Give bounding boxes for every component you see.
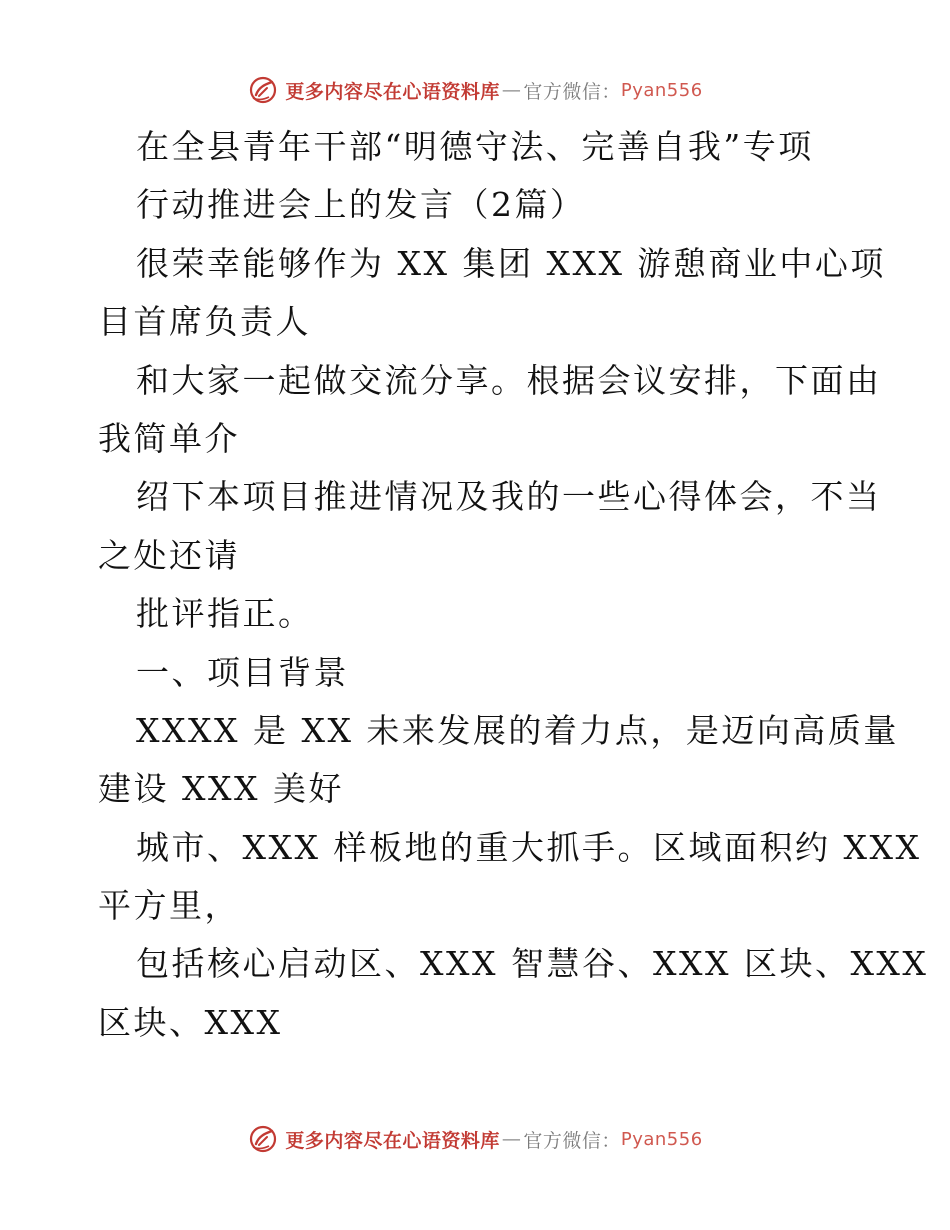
watermark-banner-bottom xyxy=(0,1121,950,1157)
banner-wechat-id: Pyan556 xyxy=(620,79,703,101)
banner-brand: 更多内容尽在心语资料库 xyxy=(285,1129,500,1152)
body-line: 在全县青年干部“明德守法、完善自我”专项 xyxy=(136,127,814,166)
section-heading: 一、项目背景 xyxy=(136,652,349,692)
body-line: 和大家一起做交流分享。根据会议安排，下面由 xyxy=(136,360,882,400)
body-line: 我简单介 xyxy=(98,418,240,458)
banner-wechat-label: 官方微信： xyxy=(523,80,621,103)
body-line: 之处还请 xyxy=(98,535,240,575)
banner-wechat-label: 官方微信： xyxy=(523,1129,621,1152)
body-line: 区块、XXX xyxy=(98,1002,283,1042)
body-line: 包括核心启动区、XXX 智慧谷、XXX 区块、XXX xyxy=(136,944,929,984)
logo-icon xyxy=(247,74,279,106)
banner-dash: — xyxy=(501,79,522,101)
body-line: 平方里， xyxy=(98,886,240,926)
logo-icon xyxy=(247,1123,279,1155)
banner-brand: 更多内容尽在心语资料库 xyxy=(285,80,500,103)
banner-dash: — xyxy=(501,1128,522,1150)
body-line: 目首席负责人 xyxy=(98,302,311,342)
body-line: 批评指正。 xyxy=(136,594,314,634)
body-line: 绍下本项目推进情况及我的一些心得体会，不当 xyxy=(136,477,882,517)
document-body xyxy=(98,118,929,1052)
body-line: XXXX 是 XX 未来发展的着力点，是迈向高质量 xyxy=(136,710,899,750)
banner-wechat-id: Pyan556 xyxy=(620,1128,703,1150)
body-line: 城市、XXX 样板地的重大抓手。区域面积约 XXX xyxy=(136,827,922,867)
watermark-banner-top xyxy=(0,72,950,108)
body-line: 很荣幸能够作为 XX 集团 XXX 游憩商业中心项 xyxy=(136,243,886,283)
body-line: 建设 XXX 美好 xyxy=(98,769,344,809)
body-line: 行动推进会上的发言（2篇） xyxy=(136,185,586,225)
